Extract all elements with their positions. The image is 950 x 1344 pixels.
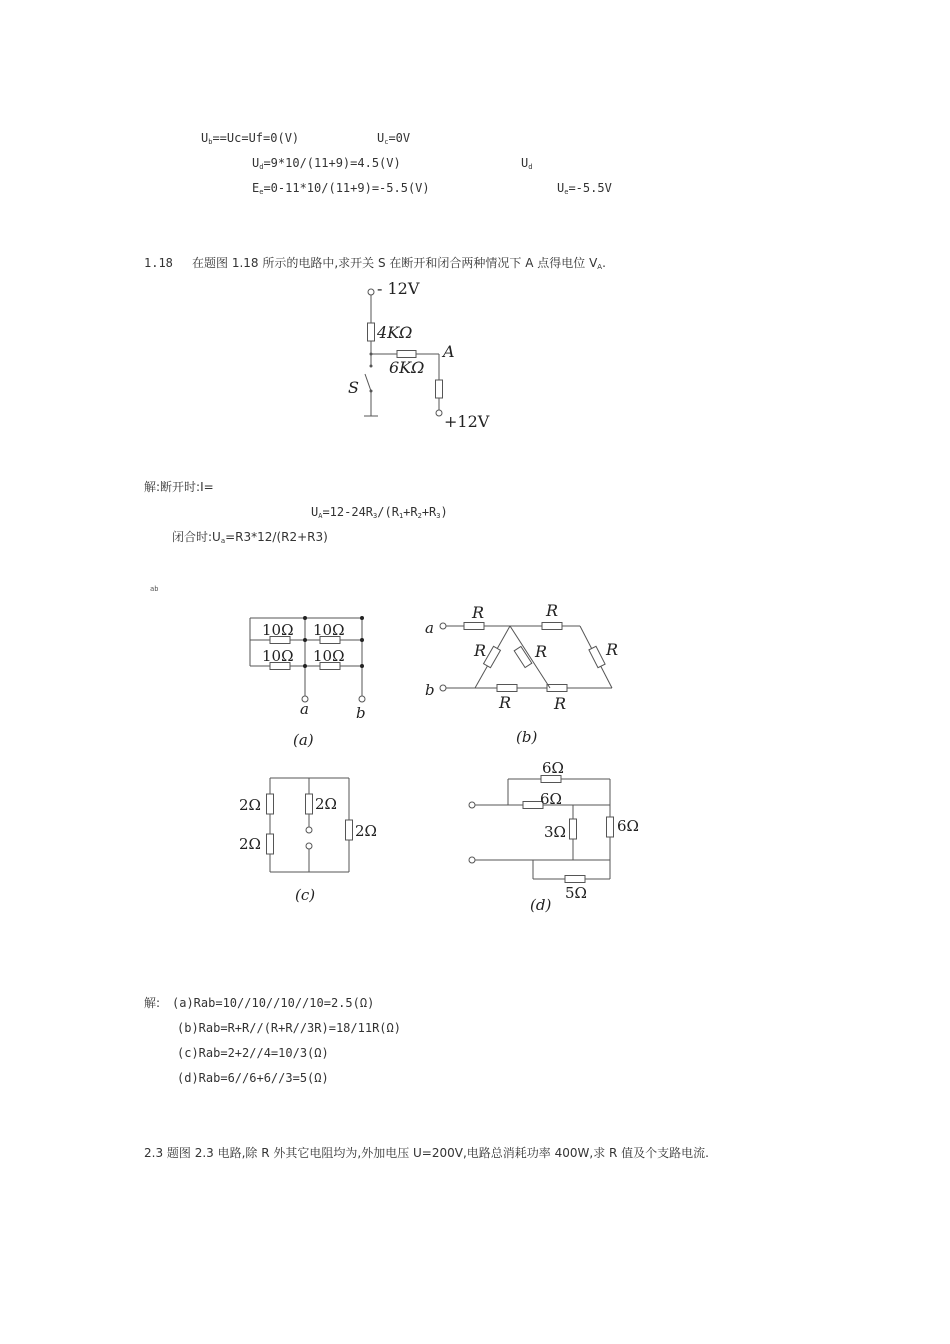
fig-d-r1-label: 6Ω: [542, 759, 564, 777]
fig-b-terminal-b: b: [425, 681, 435, 699]
solution-2-c: (c)Rab=2+2//4=10/3(Ω): [177, 1046, 329, 1060]
fig-b-r7-label: R: [554, 694, 567, 713]
fig-c-caption: (c): [295, 886, 316, 904]
eq-ue: $U_e=-5.5V$: [557, 181, 612, 196]
figure-d-circuit: [460, 755, 660, 925]
fig-a-r4-label: 10Ω: [313, 647, 345, 665]
resistor-4k-label: 4KΩ: [377, 323, 413, 342]
fig-b-r1-label: R: [472, 603, 485, 622]
fig-b-caption: (b): [516, 728, 538, 746]
fig-b-r4-label: R: [535, 642, 548, 661]
fig-c-r3-label: 2Ω: [315, 795, 337, 813]
problem-2-3-text: 2.3 题图 2.3 电路,除 R 外其它电阻均为,外加电压 U=200V,电路总消耗功率 400W,求 R 值及个支路电流.: [144, 1146, 709, 1160]
fig-a-r1-label: 10Ω: [262, 621, 294, 639]
fig-a-terminal-b: b: [356, 704, 366, 722]
solution-2-a: (a)Rab=10//10//10//10=2.5(Ω): [172, 996, 375, 1010]
fig-c-r2-label: 2Ω: [239, 835, 261, 853]
fig-c-r4-label: 2Ω: [355, 822, 377, 840]
fig-d-caption: (d): [530, 896, 552, 914]
solution-2-d: (d)Rab=6//6+6//3=5(Ω): [177, 1071, 329, 1085]
fig-b-r3-label: R: [474, 641, 487, 660]
eq-ub: $U_b==Uc=Uf=0(V)$: [201, 131, 300, 146]
figure-b-circuit: [420, 600, 630, 750]
fig-d-r5-label: 5Ω: [565, 884, 587, 902]
fig-a-terminal-a: a: [300, 700, 309, 718]
resistor-6k-label: 6KΩ: [389, 358, 425, 377]
fig-a-caption: (a): [293, 731, 314, 749]
source-plus-12v-label: +12V: [444, 412, 490, 431]
fig-a-r2-label: 10Ω: [313, 621, 345, 639]
eq-ee: $E_e=0-11*10/(11+9)=-5.5(V)$: [252, 181, 430, 196]
solution-2-label: 解:: [144, 996, 161, 1010]
eq-uc: $U_c=0V$: [377, 131, 411, 146]
solution-open-formula: $U_A=12-24R_3/(R_1+R_2+R_3)$: [311, 505, 448, 520]
figure-c-circuit: [235, 770, 385, 910]
switch-s-label: S: [348, 378, 359, 397]
source-minus-12v-label: - 12V: [377, 279, 420, 298]
eq-ud: $U_d=9*10/(11+9)=4.5(V)$: [252, 156, 401, 171]
problem-1-18-number: 1.18: [144, 256, 173, 270]
fig-d-r4-label: 6Ω: [617, 817, 639, 835]
figure-1-18-circuit: [340, 276, 500, 436]
solution-closed-formula: 闭合时$:U_a=R3*12/(R2+R3)$: [172, 530, 328, 545]
problem-1-18-text: 在题图 1.18 所示的电路中,求开关 S 在断开和闭合两种情况下 A 点得电位 $V_A$.: [192, 256, 606, 271]
solution-2-b: (b)Rab=R+R//(R+R//3R)=18/11R(Ω): [177, 1021, 401, 1035]
eq-ud-label: $U_d$: [521, 156, 533, 171]
fig-b-r2-label: R: [546, 601, 559, 620]
ab-mark: ab: [150, 585, 159, 593]
solution-open-text: 解:断开时:I=: [144, 480, 214, 494]
fig-b-r5-label: R: [606, 640, 619, 659]
fig-d-r3-label: 3Ω: [544, 823, 566, 841]
fig-d-r2-label: 6Ω: [540, 790, 562, 808]
fig-b-terminal-a: a: [425, 619, 434, 637]
node-a-label: A: [443, 342, 455, 361]
figure-a-circuit: [240, 610, 380, 755]
fig-a-r3-label: 10Ω: [262, 647, 294, 665]
fig-b-r6-label: R: [499, 693, 512, 712]
fig-c-r1-label: 2Ω: [239, 796, 261, 814]
